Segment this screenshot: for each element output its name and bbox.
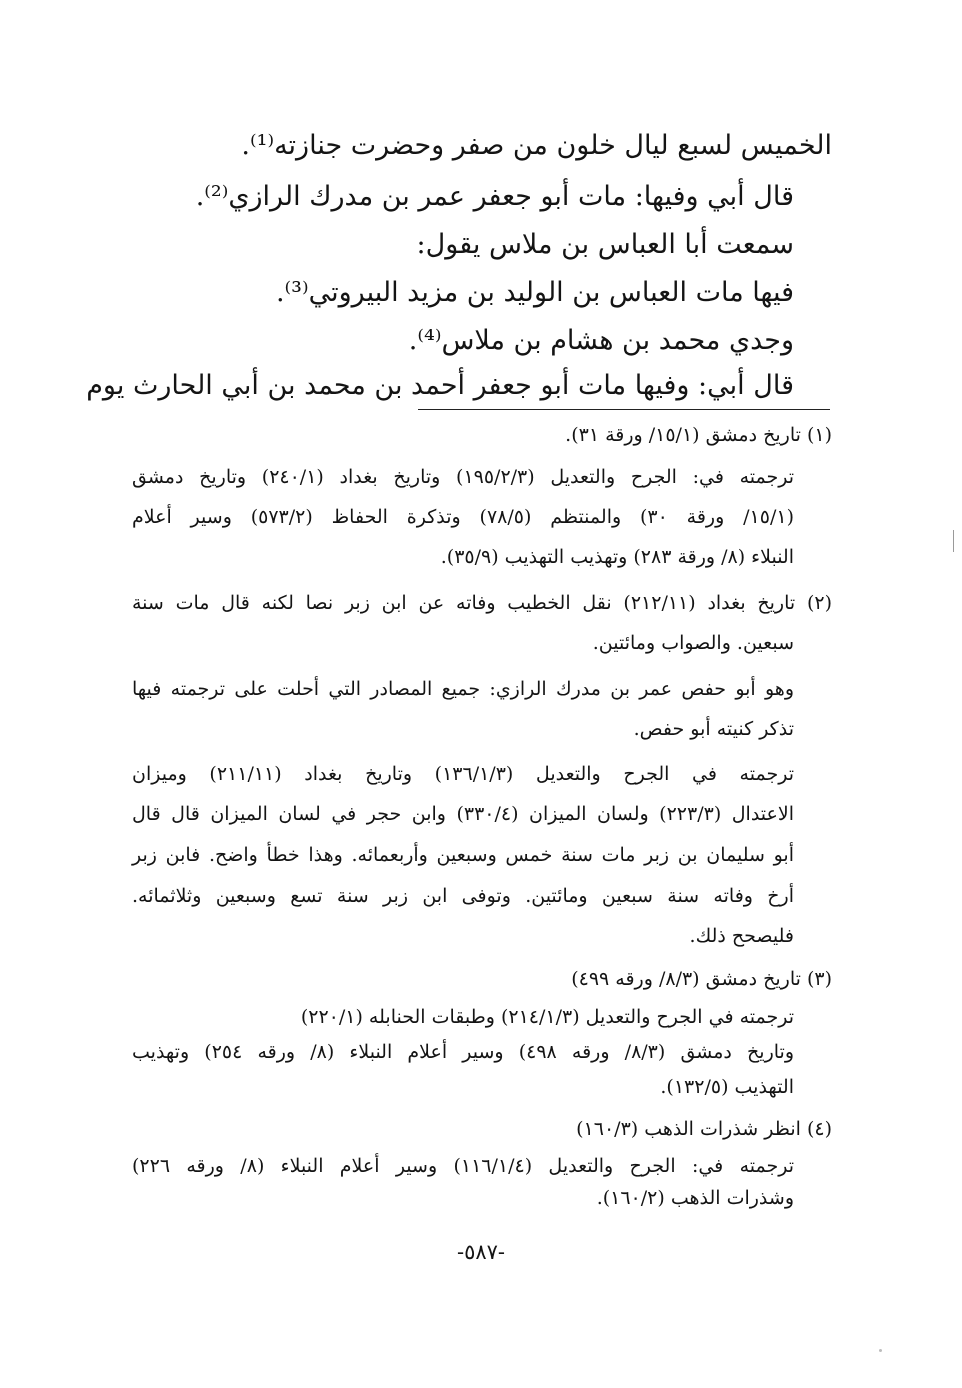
footnote-line: (٢) تاريخ بغداد (٢١٢/١١) نقل الخطيب وفاته عن ابن زبر نصا لكنه قال مات سنة [132,592,832,614]
body-line: قال أبي وفيها: مات أبو جعفر عمر بن مدرك الرازي⁽²⁾. [195,181,794,212]
page-number: -٥٨٧- [456,1240,506,1264]
body-line: قال أبي: وفيها مات أبو جعفر أحمد بن محمد بن أبي الحارث يوم [86,370,794,401]
body-line: وجدي محمد بن هشام بن ملاس⁽⁴⁾. [408,325,794,356]
margin-mark [953,530,954,552]
body-line: الخميس لسبع ليال خلون من صفر وحضرت جنازته⁽¹⁾. [241,130,832,161]
footnote-line: النبلاء (٨/ ورقة ٢٨٣) وتهذيب التهذيب (٣٥/٩). [440,546,794,568]
footnote-line: ترجمته في الجرح والتعديل (١٣٦/١/٣) وتاريخ بغداد (٢١١/١١) وميزان [132,763,794,785]
footnote-separator [418,409,830,410]
footnote-line: سبعين. والصواب ومائتين. [592,632,794,654]
footnote-line: وتاريخ دمشق (٨/٣/ ورقه ٤٩٨) وسير أعلام النبلاء (٨/ ورقه ٢٥٤) وتهذيب [132,1041,795,1063]
footnote-line: الاعتدال (٢٢٣/٣) ولسان الميزان (٣٣٠/٤) وابن حجر في لسان الميزان قال قال [132,803,794,825]
footnote-line: أبو سليمان بن زبر مات سنة خمس وسبعين وأربعمائه. وهذا خطأ واضح. فابن زبر [132,844,794,866]
footnote-line: (٣) تاريخ دمشق (٨/٣/ ورقه ٤٩٩) [571,968,832,990]
body-line: سمعت أبا العباس بن ملاس يقول: [416,229,794,260]
footnote-line: وهو أبو حفص عمر بن مدرك الرازي: جميع المصادر التي أحلت على ترجمته فيها [132,678,794,700]
footnote-line: ترجمته في الجرح والتعديل (٢١٤/١/٣) وطبقات الحنابله (٢٢٠/١) [300,1006,794,1028]
scan-dot [879,1349,882,1352]
footnote-line: وشذرات الذهب (١٦٠/٢). [596,1187,794,1209]
footnote-line: فليصحح ذلك. [689,925,794,947]
footnote-line: ترجمته في: الجرح والتعديل (١١٦/١/٤) وسير أعلام النبلاء (٨/ ورقه ٢٢٦) [132,1155,795,1177]
footnote-line: (١٥/١/ ورقة ٣٠) والمنتظم (٧٨/٥) وتذكرة الحفاظ (٥٧٣/٢) وسير أعلام [132,506,794,528]
footnote-line: (٤) انظر شذرات الذهب (١٦٠/٣) [576,1118,832,1140]
footnote-line: (١) تاريخ دمشق (١٥/١/ ورقة ٣١). [565,424,832,446]
footnote-line: أرخ وفاته سنة سبعين ومائتين. وتوفى ابن زبر سنة تسع وسبعين وثلاثمائه. [132,885,794,907]
footnote-line: ترجمته في: الجرح والتعديل (١٩٥/٢/٣) وتاريخ بغداد (٢٤٠/١) وتاريخ دمشق [132,466,795,488]
body-line: فيها مات العباس بن الوليد بن مزيد البيروتي⁽³⁾. [275,277,794,308]
footnote-line: التهذيب (١٣٢/٥). [660,1076,794,1098]
footnote-line: تذكر كنيته أبو حفص. [633,718,794,740]
